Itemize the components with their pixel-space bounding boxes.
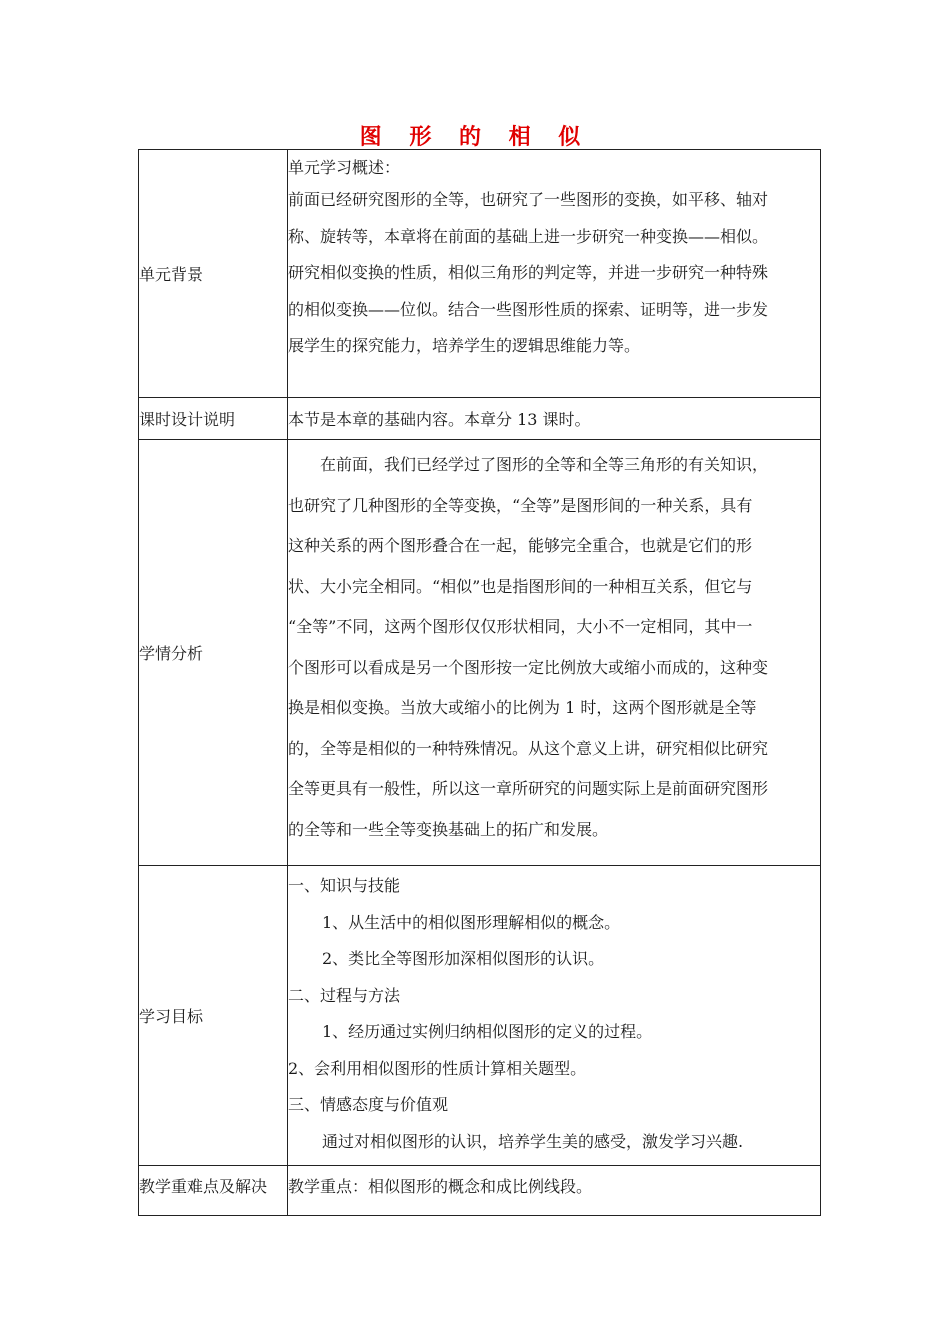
objective-item: 2、类比全等图形加深相似图形的认识。 (322, 949, 605, 968)
text-line: 换是相似变换。当放大或缩小的比例为 1 时，这两个图形就是全等 (288, 698, 757, 717)
table-row (139, 866, 821, 1166)
text-line: 前面已经研究图形的全等，也研究了一些图形的变换，如平移、轴对 (288, 190, 769, 209)
text-line: 研究相似变换的性质，相似三角形的判定等，并进一步研究一种特殊 (288, 263, 769, 282)
row-content-analysis (288, 440, 821, 866)
text-line: “全等”不同，这两个图形仅仅形状相同，大小不一定相同，其中一 (288, 617, 753, 636)
table-row (139, 440, 821, 866)
document-title: 图 形 的 相 似 (359, 125, 591, 150)
text-line: 的全等和一些全等变换基础上的拓广和发展。 (288, 819, 609, 839)
objective-item: 1、经历通过实例归纳相似图形的定义的过程。 (322, 1022, 653, 1041)
row-label-lesson: 课时设计说明 (139, 398, 288, 440)
objective-item: 通过对相似图形的认识，培养学生美的感受，激发学习兴趣. (322, 1131, 744, 1151)
text-line: 在前面，我们已经学过了图形的全等和全等三角形的有关知识， (320, 455, 769, 474)
text-line: 的，全等是相似的一种特殊情况。从这个意义上讲，研究相似比研究 (288, 738, 769, 758)
objective-item: 2、会利用相似图形的性质计算相关题型。 (288, 1058, 587, 1078)
table-row (139, 150, 821, 398)
row-label-background: 单元背景 (139, 150, 288, 398)
text-line: 也研究了几种图形的全等变换，“全等”是图形间的一种关系，具有 (288, 495, 753, 515)
text-line: 单元学习概述： (288, 158, 401, 177)
objective-heading: 二、过程与方法 (288, 985, 401, 1005)
row-label-analysis: 学情分析 (139, 440, 288, 866)
row-content-lesson: 本节是本章的基础内容。本章分 13 课时。 (288, 398, 821, 440)
text-line: 个图形可以看成是另一个图形按一定比例放大或缩小而成的，这种变 (288, 657, 769, 677)
row-content-keypoints: 教学重点：相似图形的概念和成比例线段。 (288, 1166, 821, 1216)
objective-item: 1、从生活中的相似图形理解相似的概念。 (322, 912, 621, 932)
row-label-objectives: 学习目标 (139, 866, 288, 1166)
text-line: 这种关系的两个图形叠合在一起，能够完全重合，也就是它们的形 (288, 536, 753, 555)
table-row (139, 1166, 821, 1216)
text-line: 的相似变换——位似。结合一些图形性质的探索、证明等，进一步发 (288, 299, 769, 319)
objective-heading: 三、情感态度与价值观 (288, 1095, 449, 1114)
row-content-background (288, 150, 821, 398)
text-line: 称、旋转等，本章将在前面的基础上进一步研究一种变换——相似。 (288, 226, 769, 246)
row-content-objectives (288, 866, 821, 1166)
text-line: 状、大小完全相同。“相似”也是指图形间的一种相互关系，但它与 (288, 576, 753, 596)
text-line: 全等更具有一般性，所以这一章所研究的问题实际上是前面研究图形 (288, 779, 769, 798)
text-line: 展学生的探究能力，培养学生的逻辑思维能力等。 (288, 336, 641, 355)
objective-heading: 一、知识与技能 (288, 876, 401, 895)
row-label-keypoints: 教学重难点及解决 (139, 1166, 288, 1216)
lesson-plan-table (138, 149, 821, 1216)
table-row (139, 398, 821, 440)
